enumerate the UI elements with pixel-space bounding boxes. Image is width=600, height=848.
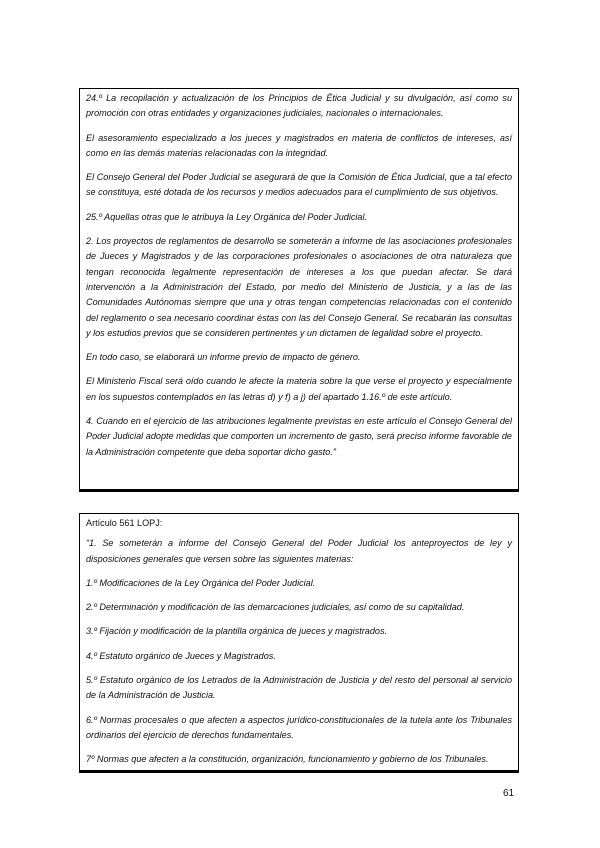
paragraph: 3.º Fijación y modificación de la plantilla orgánica de jueces y magistrados. bbox=[86, 626, 388, 637]
paragraph: 5.º Estatuto orgánico de los Letrados de la Administración de Justicia y del resto del personal al servicio de la Administración de Justicia. bbox=[86, 675, 512, 701]
paragraph: El asesoramiento especializado a los jueces y magistrados en materia de conflictos de intereses, así como en las demás materias relacionadas con la integridad. bbox=[86, 132, 512, 158]
paragraph: 2. Los proyectos de reglamentos de desarrollo se someterán a informe de las asociaciones profesionales de Jueces y Magistrados y de las corporaciones profesionales o asociaciones de otra naturaleza que tengan reconocida legalmente representación de intereses a los que puedan afectar. Se dará intervención a la Administración del Estado, por medio del Ministerio de Justicia, y a las de las Comunidades Autónomas siempre que una y otras tengan competencias relacionadas con el contenido del reglamento o sea necesario coordinar éstas con las del Consejo General. Se recabarán las consultas y los estudios previos que se consideren pertinentes y un dictamen de legalidad sobre el proyecto. bbox=[86, 236, 512, 338]
paragraph: 4. Cuando en el ejercicio de las atribuciones legalmente previstas en este artículo el Consejo General del Poder Judicial adopte medidas que comporten un incremento de gasto, será preciso informe favorable de la Administración competente que deba soportar dicho gasto.” bbox=[86, 416, 512, 457]
paragraph: El Consejo General del Poder Judicial se asegurará de que la Comisión de Ética Judicial, que a tal efecto se constituya, esté dotada de los recursos y medios adecuados para el cumplimiento de sus objetivos. bbox=[86, 172, 512, 198]
quote-box-article-560 bbox=[79, 88, 519, 492]
paragraph: 2.º Determinación y modificación de las demarcaciones judiciales, así como de su capitalidad. bbox=[86, 602, 465, 613]
quote-box-article-561 bbox=[79, 513, 519, 773]
paragraph: En todo caso, se elaborará un informe previo de impacto de género. bbox=[86, 352, 361, 363]
paragraph: “1. Se someterán a informe del Consejo General del Poder Judicial los anteproyectos de ley y disposiciones generales que versen sobre las siguientes materias: bbox=[86, 538, 512, 564]
paragraph: 4.º Estatuto orgánico de Jueces y Magistrados. bbox=[86, 650, 276, 661]
paragraph: 7º Normas que afecten a la constitución, organización, funcionamiento y gobierno de los Tribunales. bbox=[86, 754, 489, 765]
article-heading: Artículo 561 LOPJ: bbox=[86, 518, 163, 528]
page-number: 61 bbox=[503, 788, 515, 799]
paragraph: 25.º Aquellas otras que le atribuya la Ley Orgánica del Poder Judicial. bbox=[86, 211, 368, 222]
paragraph: 6.º Normas procesales o que afecten a aspectos jurídico-constitucionales de la tutela ante los Tribunales ordinarios del ejercicio de derechos fundamentales. bbox=[86, 714, 512, 740]
paragraph: 24.º La recopilación y actualización de los Principios de Ética Judicial y su divulgación, así como su promoción con otras entidades y organizaciones judiciales, nacionales o internacionales. bbox=[86, 93, 512, 119]
paragraph: El Ministerio Fiscal será oído cuando le afecte la materia sobre la que verse el proyecto y especialmente en los supuestos contemplados en las letras d) y f) a j) del apartado 1.16.º de este artículo. bbox=[86, 376, 512, 402]
paragraph: 1.º Modificaciones de la Ley Orgánica del Poder Judicial. bbox=[86, 577, 316, 588]
